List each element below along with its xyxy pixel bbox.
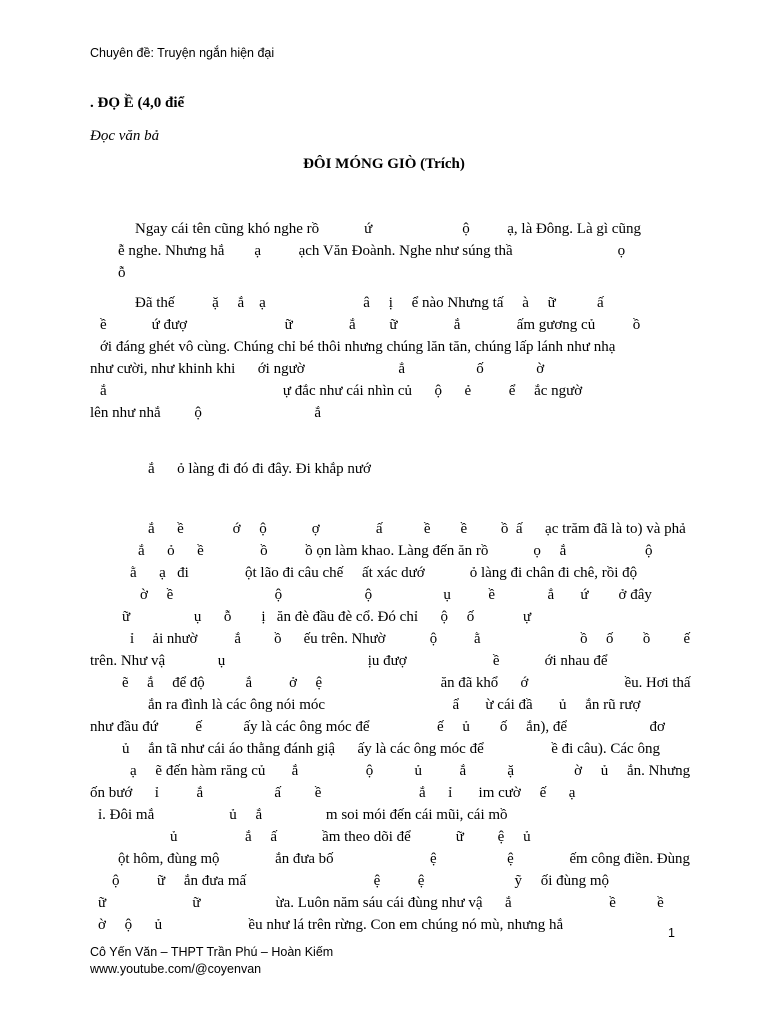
footer-channel-link[interactable]: www.youtube.com/@coyenvan <box>90 962 262 976</box>
story-title: ĐÔI MÓNG GIÒ (Trích) <box>303 156 465 172</box>
body-line: ề ứ đượ ữ ắ ữ ắ ấm gương củ ồ <box>100 317 641 333</box>
body-line: ỗ <box>118 265 126 281</box>
body-line: ủ ắ ấ ầm theo dõi để ữ ệ ủ <box>170 829 531 845</box>
body-line: ốn bướ ỉ ắ ấ ề ắ ỉ im cườ ế ạ <box>90 785 576 801</box>
body-line: ỉ. Đôi mắ ủ ắ m soi mói đến cái mũi, cái mồ <box>98 807 508 823</box>
body-line: ẽ ắ để độ ắ ở ệ ăn đã khổ ớ ều. Hơi thấ <box>122 675 691 691</box>
body-line: ạ ẽ đến hàm răng củ ắ ộ ủ ắ ặ ờ ủ ắn. Nhưng <box>130 763 691 779</box>
body-line: ằ ạ đi ột lão đi câu chế ất xác dướ ỏ làng đi chân đi chê, rồi độ <box>130 565 638 581</box>
body-line: ễ nghe. Nhưng hắ ạ ạch Văn Đoành. Nghe như súng thầ ọ <box>118 243 626 259</box>
body-line: ộ ữ ắn đưa mấ ệ ệ ỹ ối đùng mộ <box>112 873 610 889</box>
page-footer <box>90 944 333 978</box>
body-line: ắ ỏ ề ồ ồ ọn làm khao. Làng đến ăn rồ ọ ắ ộ <box>138 543 653 559</box>
body-line: ữ ữ ừa. Luôn năm sáu cái đùng như vậ ắ ề ề <box>98 895 664 911</box>
body-line: ữ ụ ỗ ị ăn đè đầu đè cổ. Đó chỉ ộ ố ự <box>122 609 532 625</box>
body-line: Đã thế ặ ắ ạ â ị ể nào Nhưng tấ à ữ ấ <box>135 295 604 311</box>
body-line: ờ ộ ủ ều như lá trên rừng. Con em chúng nó mù, nhưng hắ <box>98 917 564 933</box>
body-line: như đầu đứ ế ấy là các ông móc để ế ủ ố ắn), để đơ <box>90 719 665 735</box>
body-line: ắ ề ớ ộ ợ ấ ề ề ồ ấ ạc trăm đã là to) và phả <box>148 521 686 537</box>
body-line: như cười, như khinh khi ới ngườ ẳ ố ờ <box>90 361 545 377</box>
body-line: lên như nhắ ộ ắ <box>90 405 322 421</box>
reading-label: Đọc văn bả <box>90 128 160 144</box>
body-line: ắn ra đình là các ông nói móc ẩ ừ cái đầ ủ ắn rũ rượ <box>148 697 641 713</box>
footer-author: Cô Yến Văn – THPT Trần Phú – Hoàn Kiếm <box>90 945 334 959</box>
body-line: ỉ ải nhườ ắ ồ ếu trên. Nhườ ộ ằ ồ ố ồ ế <box>130 631 691 647</box>
page-header-topic: Chuyên đề: Truyện ngắn hiện đại <box>90 46 275 60</box>
body-line: ắ ỏ làng đi đó đi đây. Đi khắp nướ <box>148 461 371 477</box>
body-line: ắ ự đắc như cái nhìn củ ộ ẻ ể ắc ngườ <box>100 383 583 399</box>
body-line: Ngay cái tên cũng khó nghe rồ ứ ộ ạ, là Đông. Là gì cũng <box>135 221 641 237</box>
body-line: trên. Như vậ ụ ịu đượ ề ới nhau để <box>90 653 608 669</box>
body-line: ới đáng ghét vô cùng. Chúng chỉ bé thôi nhưng chúng lăn tăn, chúng lấp lánh như nhạ <box>100 339 616 355</box>
section-heading: . ĐỌ Ề (4,0 điể <box>90 95 185 111</box>
page-number: 1 <box>668 926 675 940</box>
body-line: ờ ề ộ ộ ụ ề ẳ ứ ở đây <box>140 587 652 603</box>
body-line: ột hôm, đùng mộ ắn đưa bố ệ ệ ếm công điền. Đùng <box>118 851 690 867</box>
body-line: ủ ắn tã như cái áo thằng đánh giậ ấy là các ông móc để ề đi câu). Các ông <box>122 741 660 757</box>
